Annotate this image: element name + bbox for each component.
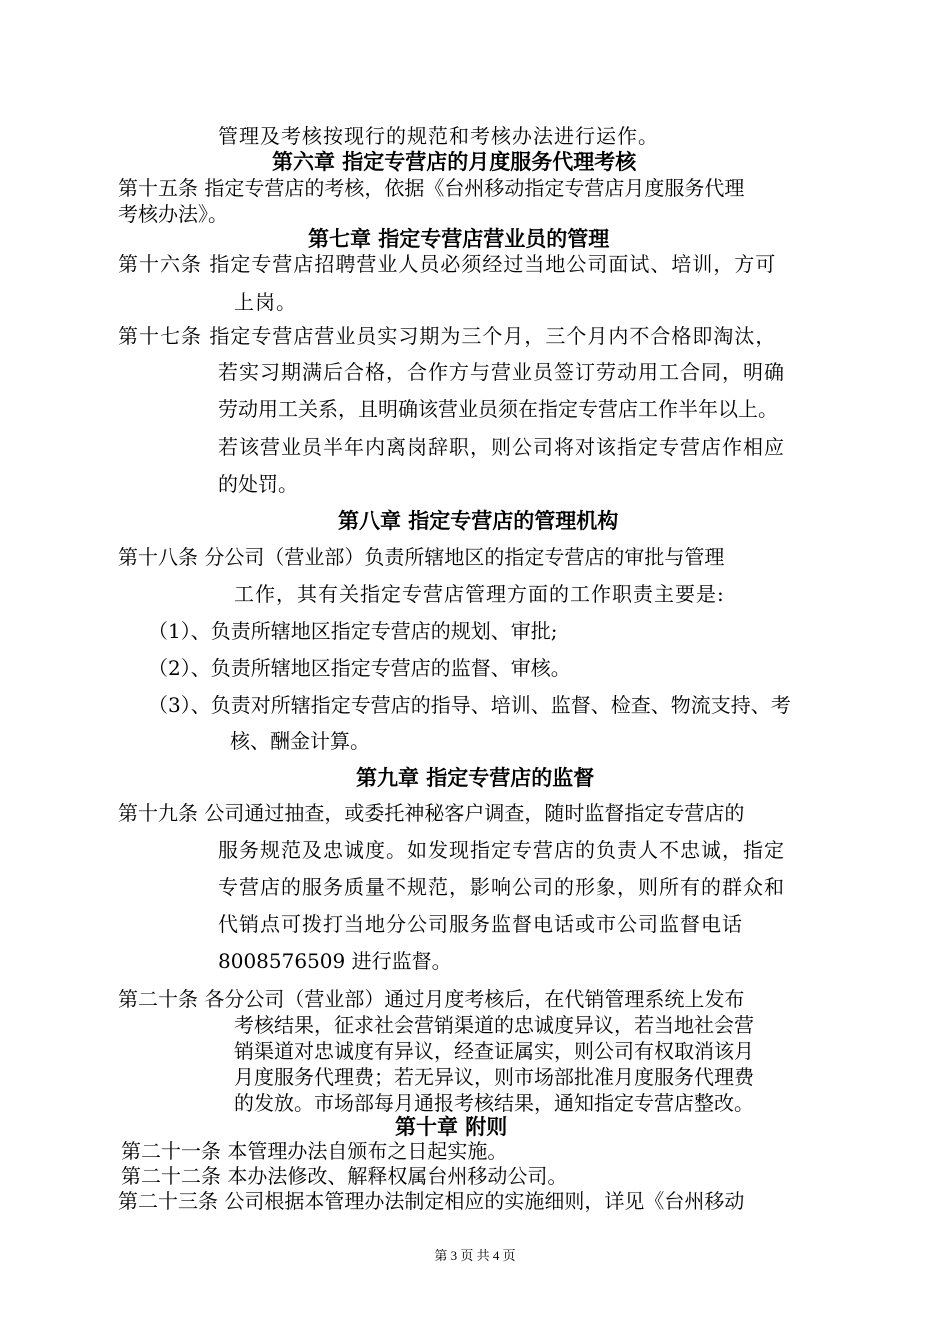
article-20-line: 的发放。市场部每月通报考核结果，通知指定专营店整改。 [234, 1091, 754, 1115]
article-20-line: 考核结果，征求社会营销渠道的忠诚度异议，若当地社会营 [234, 1013, 754, 1037]
chapter-6-heading: 第六章 指定专营店的月度服务代理考核 [272, 150, 637, 174]
list-item: （3）、负责对所辖指定专营店的指导、培训、监督、检查、物流支持、考 [148, 693, 791, 717]
article-16-line: 上岗。 [234, 290, 297, 314]
article-18-line: 工作，其有关指定专营店管理方面的工作职责主要是: [234, 582, 725, 606]
article-18-line: 第十八条 分公司（营业部）负责所辖地区的指定专营店的审批与管理 [118, 545, 725, 569]
article-17-line: 若实习期满后合格，合作方与营业员签订劳动用工合同，明确 [218, 360, 785, 384]
article-17-line: 劳动用工关系，且明确该营业员须在指定专营店工作半年以上。 [218, 397, 778, 421]
chapter-7-heading: 第七章 指定专营店营业员的管理 [308, 227, 610, 251]
article-21-line: 第二十一条 本管理办法自颁布之日起实施。 [121, 1139, 508, 1163]
page-footer: 第 3 页 共 4 页 [434, 1248, 516, 1263]
article-22-line: 第二十二条 本办法修改、解释权属台州移动公司。 [121, 1164, 568, 1188]
chapter-10-heading: 第十章 附则 [395, 1115, 508, 1139]
article-20-line: 销渠道对忠诚度有异议，经查证属实，则公司有权取消该月 [234, 1039, 754, 1063]
list-item: （1）、负责所辖地区指定专营店的规划、审批; [148, 619, 558, 643]
article-19-line: 服务规范及忠诚度。如发现指定专营店的负责人不忠诚，指定 [218, 838, 785, 862]
article-19-line: 第十九条 公司通过抽查，或委托神秘客户调查，随时监督指定专营店的 [118, 801, 745, 825]
article-19-line: 专营店的服务质量不规范，影响公司的形象，则所有的群众和 [218, 875, 785, 899]
article-19-line: 代销点可拨打当地分公司服务监督电话或市公司监督电话 [218, 912, 743, 936]
article-17-line: 若该营业员半年内离岗辞职，则公司将对该指定专营店作相应 [218, 435, 785, 459]
article-19-line: 8008576509 进行监督。 [218, 949, 452, 973]
article-15-line: 第十五条 指定专营店的考核，依据《台州移动指定专营店月度服务代理 [118, 176, 745, 200]
article-20-line: 第二十条 各分公司（营业部）通过月度考核后，在代销管理系统上发布 [118, 987, 745, 1011]
article-23-line: 第二十三条 公司根据本管理办法制定相应的实施细则，详见《台州移动 [118, 1189, 745, 1213]
article-15-line: 考核办法》。 [118, 202, 228, 226]
chapter-9-heading: 第九章 指定专营店的监督 [356, 766, 595, 790]
article-16-line: 第十六条 指定专营店招聘营业人员必须经过当地公司面试、培训，方可 [118, 252, 777, 276]
article-17-line: 第十七条 指定专营店营业员实习期为三个月，三个月内不合格即淘汰， [118, 324, 777, 348]
list-item: （2）、负责所辖地区指定专营店的监督、审核。 [148, 656, 571, 680]
chapter-8-heading: 第八章 指定专营店的管理机构 [338, 509, 619, 533]
article-17-line: 的处罚。 [218, 472, 298, 496]
body-line: 管理及考核按现行的规范和考核办法进行运作。 [218, 124, 659, 148]
list-item: 核、酬金计算。 [230, 729, 370, 753]
article-20-line: 月度服务代理费；若无异议，则市场部批准月度服务代理费 [234, 1065, 754, 1089]
